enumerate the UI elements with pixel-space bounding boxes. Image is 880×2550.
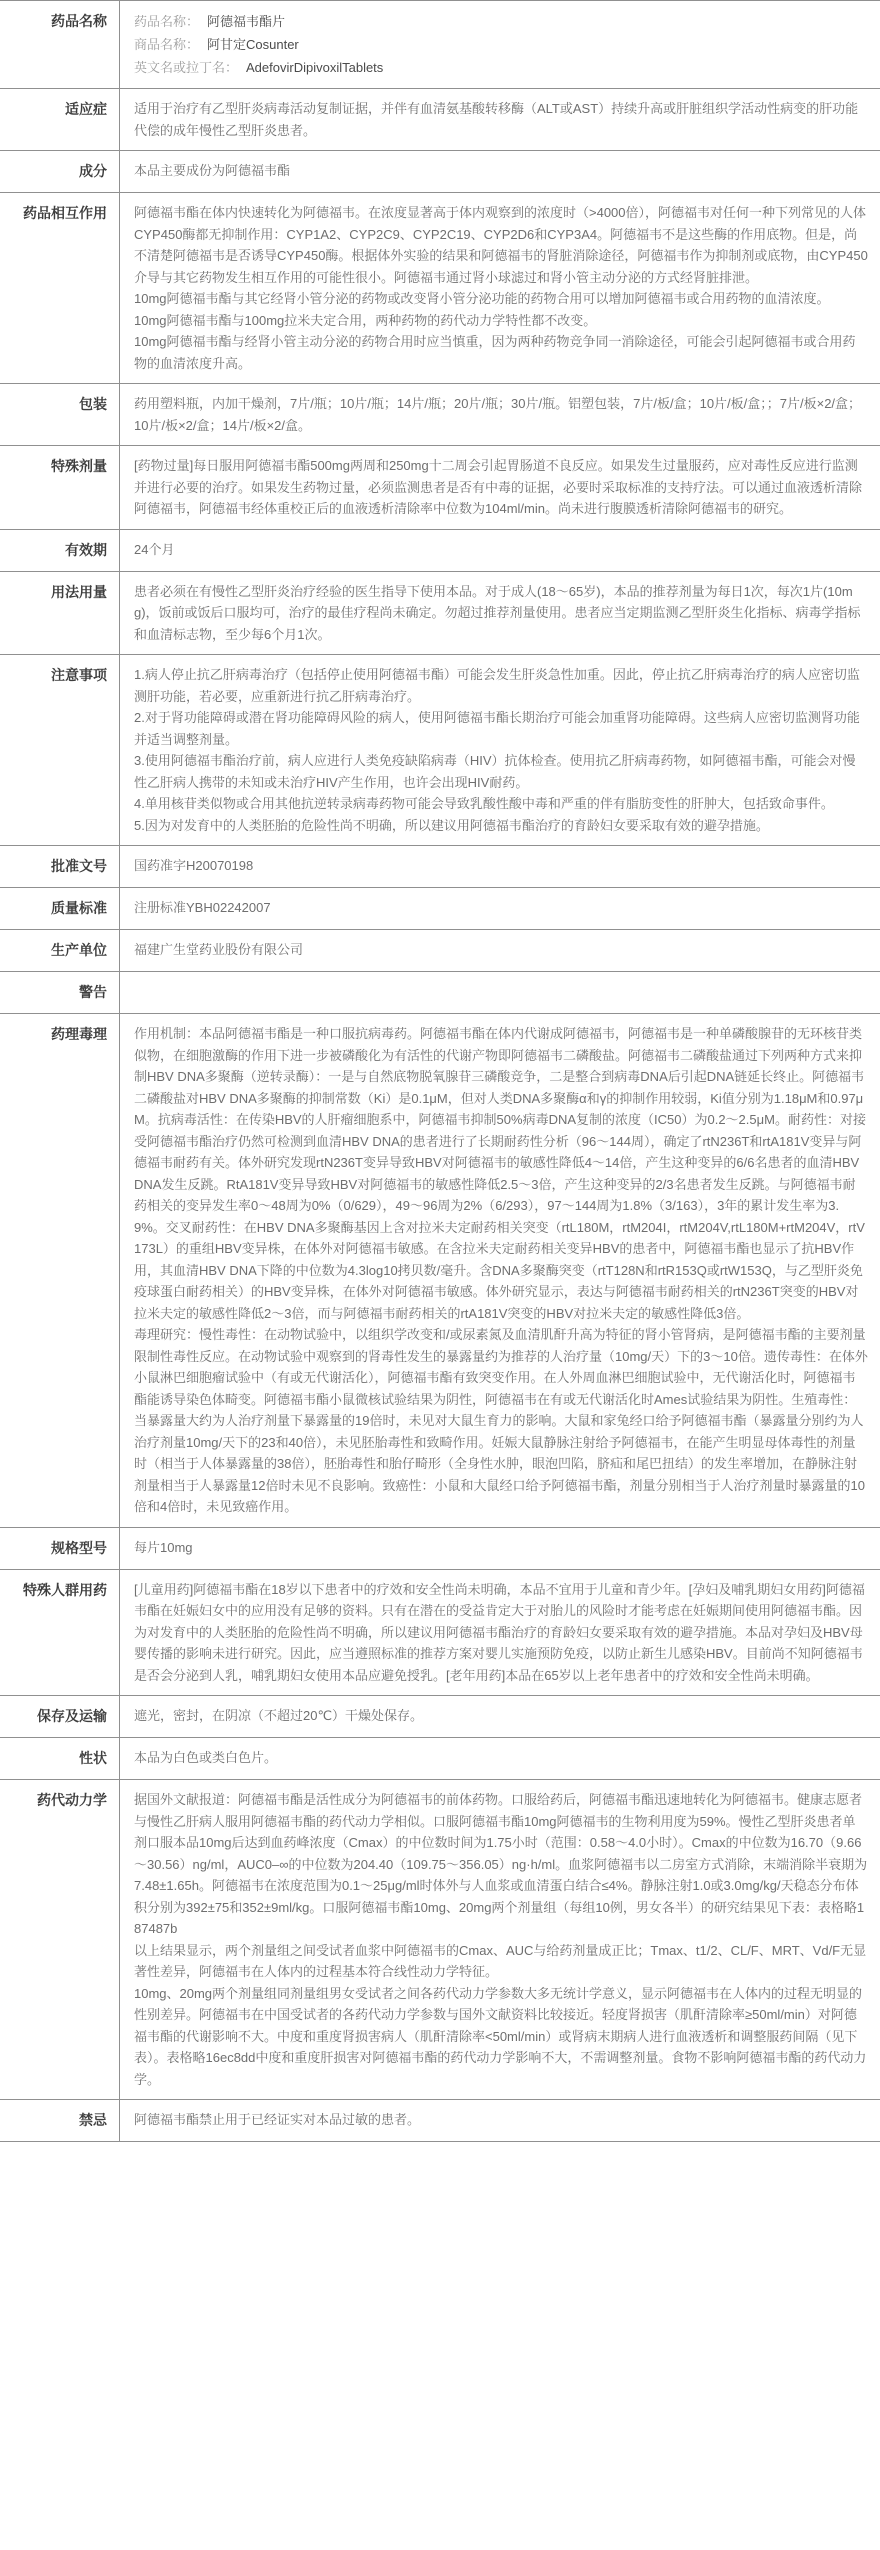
row-content xyxy=(120,572,880,655)
row-label: 有效期 xyxy=(0,530,120,571)
row-label: 药代动力学 xyxy=(0,1780,120,2099)
row-content xyxy=(120,972,880,1013)
row-label: 保存及运输 xyxy=(0,1696,120,1737)
row-label: 用法用量 xyxy=(0,572,120,655)
row-label: 药品相互作用 xyxy=(0,193,120,383)
paragraph: 每片10mg xyxy=(134,1539,193,1555)
paragraph: 4.单用核苷类似物或合用其他抗逆转录病毒药物可能会导致乳酸性酸中毒和严重的伴有脂肪变性的肝肿大，包括致命事件。 xyxy=(134,796,834,811)
paragraph: 患者必须在有慢性乙型肝炎治疗经验的医生指导下使用本品。对于成人(18～65岁)，本品的推荐剂量为每日1次，每次1片(10mg)，饭前或饭后口服均可，治疗的最佳疗程尚未确定。勿超过推荐剂量使用。患者应当定期监测乙型肝炎生化指标、病毒学指标和血清标志物，至少每6个月1次。 xyxy=(134,583,861,642)
pair-label: 商品名称： xyxy=(134,37,200,52)
paragraph: 注册标准YBH02242007 xyxy=(134,900,271,915)
row-content xyxy=(120,384,880,445)
row-content xyxy=(120,193,880,383)
pair-value: AdefovirDipivoxilTablets xyxy=(246,60,384,75)
table-row-包装 xyxy=(0,384,880,446)
table-row-特殊剂量 xyxy=(0,446,880,530)
paragraph: 福建广生堂药业股份有限公司 xyxy=(134,942,304,957)
name-pair xyxy=(134,56,868,79)
row-label: 成分 xyxy=(0,151,120,192)
paragraph: 遮光，密封，在阴凉（不超过20℃）干燥处保存。 xyxy=(134,1708,424,1723)
row-label: 警告 xyxy=(0,972,120,1013)
row-content xyxy=(120,846,880,887)
paragraph: [儿童用药]阿德福韦酯在18岁以下患者中的疗效和安全性尚未明确，本品不宜用于儿童和青少年。[孕妇及哺乳期妇女用药]阿德福韦酯在妊娠妇女中的应用没有足够的资料。只有在潜在的受益肯定大于对胎儿的风险时才能考虑在妊娠期间使用阿德福韦酯。因为对发育中的人类胚胎的危险性尚不明确，所以建议用阿德福韦酯治疗的育龄妇女要采取有效的避孕措施。本品对孕妇及HBV母婴传播的影响未进行研究。因此，应当遵照标准的推荐方案对婴儿实施预防免疫，以防止新生儿感染HBV。目前尚不知阿德福韦是否会分泌到人乳，哺乳期妇女使用本品应避免授乳。[老年用药]本品在65岁以上老年患者中的疗效和安全性尚未明确。 xyxy=(134,1581,865,1683)
paragraph: 本品为白色或类白色片。 xyxy=(134,1750,278,1765)
row-content xyxy=(120,1780,880,2099)
pair-label: 英文名或拉丁名： xyxy=(134,60,239,75)
paragraph: 毒理研究：慢性毒性：在动物试验中，以组织学改变和/或尿素氮及血清肌酐升高为特征的肾小管肾病，是阿德福韦酯的主要剂量限制性毒性反应。在动物试验中观察到的肾毒性发生的暴露量约为推荐的人治疗量（10mg/天）下的3～10倍。遗传毒性：在体外小鼠淋巴细胞瘤试验中（有或无代谢活化），阿德福韦酯有致突变作用。在人外周血淋巴细胞试验中，无代谢活化时，阿德福韦酯能诱导染色体畸变。阿德福韦酯小鼠微核试验结果为阴性，阿德福韦在有或无代谢活化时Ames试验结果为阴性。生殖毒性：当暴露量大约为人治疗剂量下暴露量的19倍时，未见对大鼠生育力的影响。大鼠和家兔经口给予阿德福韦酯（暴露量分别约为人治疗剂量10mg/天下的23和40倍），未见胚胎毒性和致畸作用。妊娠大鼠静脉注射给予阿德福韦，在能产生明显母体毒性的剂量时（相当于人体暴露量的38倍），胚胎毒性和胎仔畸形（全身性水肿，眼泡凹陷，脐疝和尾巴扭结）的发生率增加，在静脉注射剂量相当于人暴露量12倍时未见不良影响。致癌性：小鼠和大鼠经口给予阿德福韦酯，剂量分别相当于人治疗剂量时暴露量的10倍和4倍时，未见致癌作用。 xyxy=(134,1327,868,1514)
table-row-质量标准 xyxy=(0,888,880,930)
row-content xyxy=(120,888,880,929)
paragraph: 10mg阿德福韦酯与100mg拉米夫定合用，两种药物的药代动力学特性都不改变。 xyxy=(134,312,597,328)
row-label: 适应症 xyxy=(0,89,120,150)
row-label: 规格型号 xyxy=(0,1528,120,1569)
row-content xyxy=(120,89,880,150)
paragraph: 以上结果显示，两个剂量组之间受试者血浆中阿德福韦的Cmax、AUC与给药剂量成正比；Tmax、t1/2、CL/F、MRT、Vd/F无显著性差异，阿德福韦在人体内的过程基本符合线性动力学特征。 xyxy=(134,1942,867,1979)
row-label: 批准文号 xyxy=(0,846,120,887)
row-label: 特殊剂量 xyxy=(0,446,120,529)
table-row-药品相互作用 xyxy=(0,193,880,384)
row-content xyxy=(120,930,880,971)
row-content xyxy=(120,1570,880,1696)
table-row-适应症 xyxy=(0,89,880,151)
paragraph: 阿德福韦酯在体内快速转化为阿德福韦。在浓度显著高于体内观察到的浓度时（>4000倍），阿德福韦对任何一种下列常见的人体CYP450酶都无抑制作用：CYP1A2、CYP2C9、CYP2C19、CYP2D6和CYP3A4。阿德福韦不是这些酶的作用底物。但是，尚不清楚阿德福韦是否诱导CYP450酶。根据体外实验的结果和阿德福韦的肾脏消除途径，阿德福韦作为抑制剂或底物，由CYP450介导与其它药物发生相互作用的可能性很小。阿德福韦通过肾小球滤过和肾小管主动分泌的方式经肾脏排泄。 xyxy=(134,205,868,285)
row-label: 包装 xyxy=(0,384,120,445)
table-row-药品名称 xyxy=(0,1,880,89)
row-label: 生产单位 xyxy=(0,930,120,971)
row-content xyxy=(120,1696,880,1737)
paragraph: 药用塑料瓶，内加干燥剂，7片/瓶；10片/瓶；14片/瓶；20片/瓶；30片/瓶。铝塑包装，7片/板/盒；10片/板/盒；；7片/板×2/盒；10片/板×2/盒；14片/板×2/盒。 xyxy=(134,396,862,433)
table-row-注意事项 xyxy=(0,655,880,846)
paragraph: 3.使用阿德福韦酯治疗前，病人应进行人类免疫缺陷病毒（HIV）抗体检查。使用抗乙肝病毒药物，如阿德福韦酯，可能会对慢性乙肝病人携带的未知或未治疗HIV产生作用，也许会出现HIV耐药。 xyxy=(134,753,856,790)
paragraph: 作用机制：本品阿德福韦酯是一种口服抗病毒药。阿德福韦酯在体内代谢成阿德福韦，阿德福韦是一种单磷酸腺苷的无环核苷类似物，在细胞激酶的作用下进一步被磷酸化为有活性的代谢产物即阿德福韦二磷酸盐。阿德福韦二磷酸盐通过下列两种方式来抑制HBV DNA多聚酶（逆转录酶）：一是与自然底物脱氧腺苷三磷酸竞争，二是整合到病毒DNA后引起DNA链延长终止。阿德福韦二磷酸盐对HBV DNA多聚酶的抑制常数（Ki）是0.1μM，但对人类DNA多聚酶α和γ的抑制作用较弱，Ki值分别为1.18μM和0.97μM。抗病毒活性：在传染HBV的人肝瘤细胞系中，阿德福韦抑制50%病毒DNA复制的浓度（IC50）为0.2～2.5μM。耐药性：对接受阿德福韦酯治疗仍然可检测到血清HBV DNA的患者进行了长期耐药性分析（96～144周），确定了rtN236T和rtA181V变异与阿德福韦耐药有关。体外研究发现rtN236T变异导致HBV对阿德福韦的敏感性降低4～14倍，产生这种变异的6/6名患者的血清HBV DNA发生反跳。RtA181V变异导致HBV对阿德福韦的敏感性降低2.5～3倍，产生这种变异的2/3名患者发生反跳。与阿德福韦耐药相关的变异发生率0～48周为0%（0/629），49～96周为2%（6/293），97～144周为1.8%（3/163），3年的累计发生率为3.9%。交叉耐药性：在HBV DNA多聚酶基因上含对拉米夫定耐药相关突变（rtL180M，rtM204I，rtM204V,rtL180M+rtM204V，rtV173L）的重组HBV变异株，在体外对阿德福韦敏感。在含拉米夫定耐药相关变异HBV的患者中，阿德福韦酯也显示了抗HBV作用，其血清HBV DNA下降的中位数为4.3log10拷贝数/毫升。含DNA多聚酶突变（rtT128N和rtR153Q或rtW153Q，与乙型肝炎免疫球蛋白耐药相关）的HBV变异株，在体外对阿德福韦敏感。体外研究显示，表达与阿德福韦耐药相关的rtN236T突变的HBV对拉米夫定的敏感性降低2～3倍，而与阿德福韦耐药相关的rtA181V突变的HBV对拉米夫定的敏感性降低3倍。 xyxy=(134,1026,866,1321)
row-label: 性状 xyxy=(0,1738,120,1779)
row-content xyxy=(120,2100,880,2141)
row-label: 特殊人群用药 xyxy=(0,1570,120,1696)
row-label: 禁忌 xyxy=(0,2100,120,2141)
paragraph: 2.对于肾功能障碍或潜在肾功能障碍风险的病人，使用阿德福韦酯长期治疗可能会加重肾功能障碍。这些病人应密切监测肾功能并适当调整剂量。 xyxy=(134,710,860,747)
pair-value: 阿甘定Cosunter xyxy=(207,37,299,52)
table-row-保存及运输 xyxy=(0,1696,880,1738)
table-row-生产单位 xyxy=(0,930,880,972)
table-row-禁忌 xyxy=(0,2100,880,2142)
row-content xyxy=(120,530,880,571)
paragraph: 适用于治疗有乙型肝炎病毒活动复制证据，并伴有血清氨基酸转移酶（ALT或AST）持续升高或肝脏组织学活动性病变的肝功能代偿的成年慢性乙型肝炎患者。 xyxy=(134,101,859,138)
row-content xyxy=(120,446,880,529)
paragraph: [药物过量]每日服用阿德福韦酯500mg两周和250mg十二周会引起胃肠道不良反应。如果发生过量服药，应对毒性反应进行监测并进行必要的治疗。如果发生药物过量，必须监测患者是否有中毒的证据，必要时采取标准的支持疗法。可以通过血液透析清除阿德福韦，阿德福韦经体重校正后的血液透析清除率中位数为104ml/min。尚未进行腹膜透析清除阿德福韦的研究。 xyxy=(134,458,863,516)
row-content xyxy=(120,151,880,192)
table-row-批准文号 xyxy=(0,846,880,888)
table-row-特殊人群用药 xyxy=(0,1570,880,1697)
row-label: 质量标准 xyxy=(0,888,120,929)
paragraph: 阿德福韦酯禁止用于已经证实对本品过敏的患者。 xyxy=(134,2112,421,2127)
paragraph: 本品主要成份为阿德福韦酯 xyxy=(134,163,291,178)
row-label: 注意事项 xyxy=(0,655,120,845)
row-content xyxy=(120,1738,880,1779)
row-content xyxy=(120,1014,880,1527)
paragraph: 10mg、20mg两个剂量组同剂量组男女受试者之间各药代动力学参数大多无统计学意义，显示阿德福韦在人体内的过程无明显的性别差异。阿德福韦在中国受试者的各药代动力学参数与国外文献资料比较接近。轻度肾损害（肌酐清除率≥50ml/min）对阿德福韦酯的代谢影响不大。中度和重度肾损害病人（肌酐清除率<50ml/min）或肾病末期病人进行血液透析和调整服药间隔（见下表）。表格略16ec8dd中度和重度肝损害对阿德福韦酯的药代动力学影响不大，不需调整剂量。食物不影响阿德福韦酯的药代动力学。 xyxy=(134,1985,867,2087)
table-row-成分 xyxy=(0,151,880,193)
table-row-药代动力学 xyxy=(0,1780,880,2100)
row-content xyxy=(120,1,880,88)
paragraph: 10mg阿德福韦酯与经肾小管主动分泌的药物合用时应当慎重，因为两种药物竞争同一消除途径，可能会引起阿德福韦或合用药物的血清浓度升高。 xyxy=(134,334,856,371)
paragraph: 国药准字H20070198 xyxy=(134,858,254,873)
table-row-药理毒理 xyxy=(0,1014,880,1528)
paragraph: 5.因为对发育中的人类胚胎的危险性尚不明确，所以建议用阿德福韦酯治疗的育龄妇女要采取有效的避孕措施。 xyxy=(134,817,769,833)
paragraph xyxy=(134,981,868,1002)
row-content xyxy=(120,655,880,845)
paragraph: 10mg阿德福韦酯与其它经肾小管分泌的药物或改变肾小管分泌功能的药物合用可以增加阿德福韦或合用药物的血清浓度。 xyxy=(134,291,830,306)
table-row-警告 xyxy=(0,972,880,1014)
paragraph: 24个月 xyxy=(134,541,175,557)
pair-label: 药品名称： xyxy=(134,14,200,29)
row-content xyxy=(120,1528,880,1569)
table-row-性状 xyxy=(0,1738,880,1780)
table-row-规格型号 xyxy=(0,1528,880,1570)
paragraph: 据国外文献报道：阿德福韦酯是活性成分为阿德福韦的前体药物。口服给药后，阿德福韦酯迅速地转化为阿德福韦。健康志愿者与慢性乙肝病人服用阿德福韦酯的药代动力学相似。口服阿德福韦酯10mg阿德福韦的生物利用度为59%。慢性乙型肝炎患者单剂口服本品10mg后达到血药峰浓度（Cmax）的中位数时间为1.75小时（范围：0.58～4.0小时）。Cmax的中位数为16.70（9.66～30.56）ng/ml，AUC0–∞的中位数为204.40（109.75～356.05）ng·h/ml。血浆阿德福韦以二房室方式消除，末端消除半衰期为7.48±1.65h。阿德福韦在浓度范围为0.1～25μg/ml时体外与人血浆或血清蛋白结合≤4%。静脉注射1.0或3.0mg/kg/天稳态分布体积分别为392±75和352±9ml/kg。口服阿德福韦酯10mg、20mg两个剂量组（每组10例，男女各半）的研究结果见下表：表格略187487b xyxy=(134,1792,868,1936)
table-row-用法用量 xyxy=(0,572,880,656)
row-label: 药品名称 xyxy=(0,1,120,88)
pair-value: 阿德福韦酯片 xyxy=(207,14,286,29)
paragraph: 1.病人停止抗乙肝病毒治疗（包括停止使用阿德福韦酯）可能会发生肝炎急性加重。因此，停止抗乙肝病毒治疗的病人应密切监测肝功能，若必要，应重新进行抗乙肝病毒治疗。 xyxy=(134,667,860,704)
row-label: 药理毒理 xyxy=(0,1014,120,1527)
name-pair xyxy=(134,10,868,33)
name-pair xyxy=(134,33,868,56)
table-row-有效期 xyxy=(0,530,880,572)
